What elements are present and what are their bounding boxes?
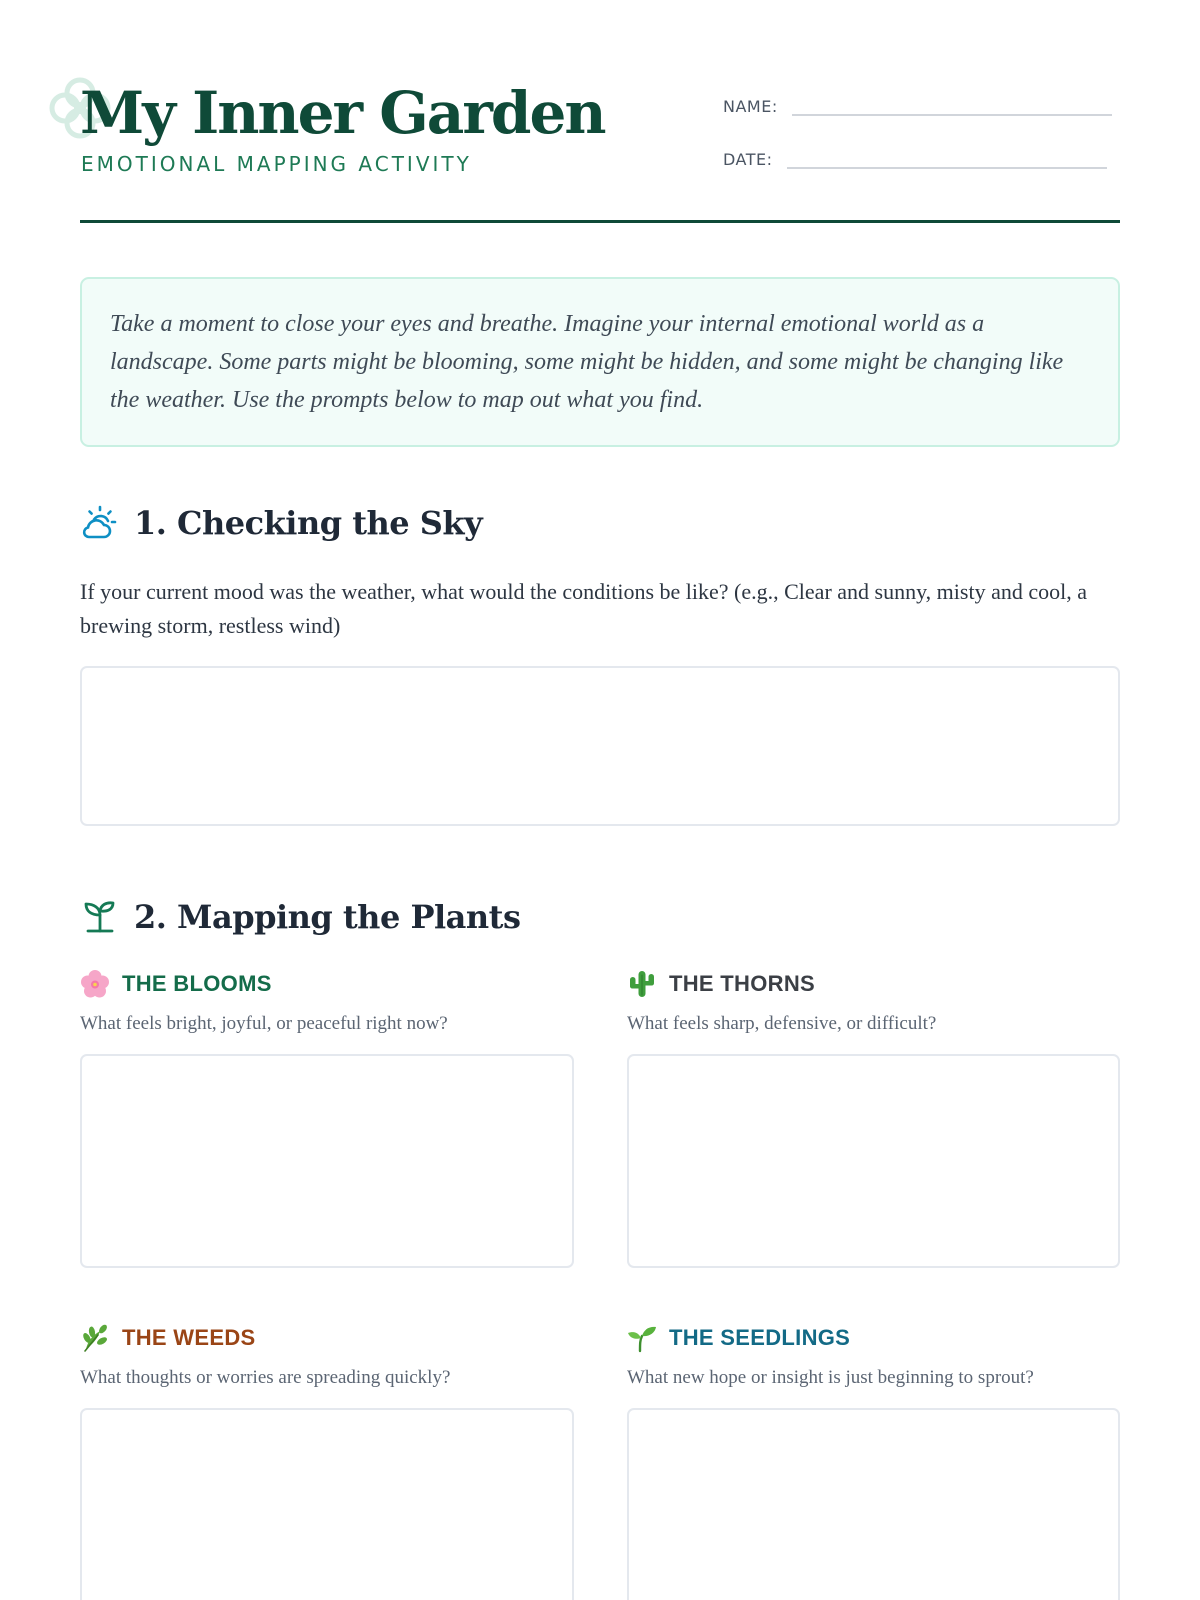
thorns-heading bbox=[627, 969, 815, 999]
page-subtitle: EMOTIONAL MAPPING ACTIVITY bbox=[81, 152, 472, 176]
section-plants-title: 2. Mapping the Plants bbox=[134, 898, 521, 936]
seedling-icon bbox=[627, 1323, 657, 1353]
weeds-title: THE WEEDS bbox=[122, 1325, 256, 1350]
thorns-title: THE THORNS bbox=[669, 971, 815, 996]
seedlings-heading bbox=[627, 1323, 850, 1353]
sky-prompt: If your current mood was the weather, what would the conditions be like? (e.g., Clear and sunny, misty and cool, a brewing storm, restless wind) bbox=[80, 579, 1087, 638]
blooms-question: What feels bright, joyful, or peaceful right now? bbox=[80, 1013, 448, 1034]
cactus-icon bbox=[627, 969, 657, 999]
intro-text: Take a moment to close your eyes and breathe. Imagine your internal emotional world as a landscape. Some parts might be blooming, some might be hidden, and some might be changing like the weather. Use the prompts below to map out what you find. bbox=[110, 311, 1064, 413]
weeds-answer-box[interactable] bbox=[80, 1408, 574, 1600]
blooms-title: THE BLOOMS bbox=[122, 971, 272, 996]
date-field[interactable] bbox=[787, 149, 1107, 169]
weeds-heading bbox=[80, 1323, 256, 1353]
section-plants-heading bbox=[80, 897, 520, 937]
thorns-answer-box[interactable] bbox=[627, 1054, 1120, 1268]
sprout-icon bbox=[80, 897, 120, 937]
header-divider bbox=[80, 220, 1120, 223]
name-row bbox=[723, 96, 1112, 116]
sky-answer-box[interactable] bbox=[80, 666, 1120, 826]
page-title: My Inner Garden bbox=[80, 79, 605, 147]
seedlings-title: THE SEEDLINGS bbox=[669, 1325, 851, 1350]
weeds-question: What thoughts or worries are spreading quickly? bbox=[80, 1367, 451, 1388]
worksheet-header bbox=[80, 70, 1120, 224]
thorns-question: What feels sharp, defensive, or difficult? bbox=[627, 1013, 937, 1034]
blooms-answer-box[interactable] bbox=[80, 1054, 574, 1268]
herb-icon bbox=[80, 1323, 110, 1353]
section-sky-title: 1. Checking the Sky bbox=[134, 504, 483, 542]
cherry-blossom-icon bbox=[80, 969, 110, 999]
seedlings-answer-box[interactable] bbox=[627, 1408, 1120, 1600]
date-row bbox=[723, 149, 1107, 169]
seedlings-question: What new hope or insight is just beginning to sprout? bbox=[627, 1367, 1034, 1388]
blooms-heading bbox=[80, 969, 272, 999]
name-field[interactable] bbox=[792, 96, 1112, 116]
name-label: NAME: bbox=[723, 97, 778, 116]
section-sky-heading bbox=[80, 503, 482, 543]
partly-cloudy-icon bbox=[80, 503, 120, 543]
intro-box bbox=[80, 277, 1120, 447]
date-label: DATE: bbox=[723, 150, 773, 169]
